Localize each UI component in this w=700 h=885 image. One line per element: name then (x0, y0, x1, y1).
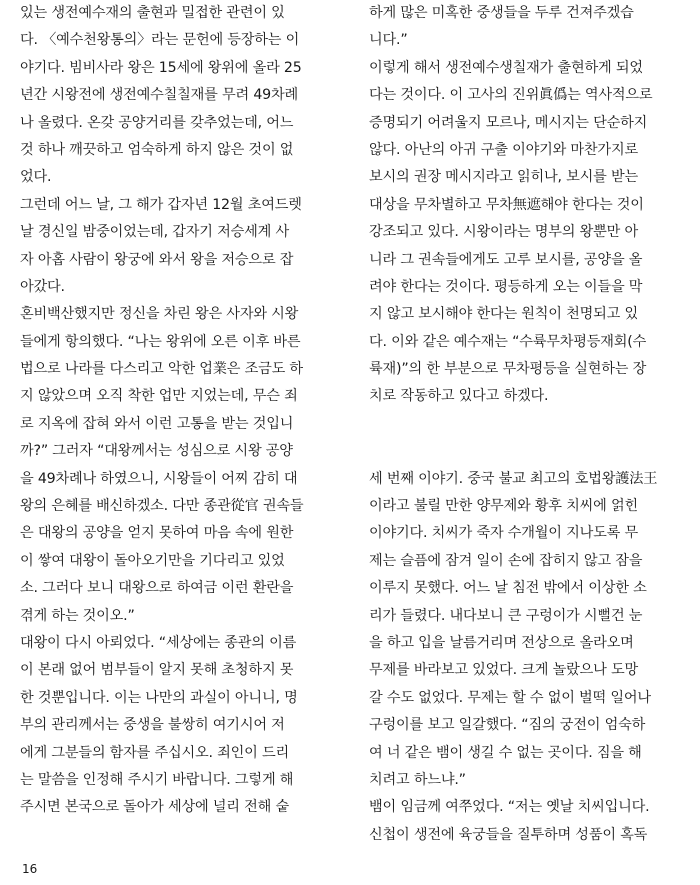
text-line: 치려고 하느냐.” (369, 771, 466, 788)
text-line: 이야기다. 치씨가 죽자 수개월이 지나도록 무 (369, 525, 638, 542)
text-line: 소. 그러다 보니 대왕으로 하여금 이런 환란을 (20, 580, 294, 597)
page-number: 16 (22, 862, 38, 876)
left-text-column (20, 0, 318, 822)
text-line: 이 쌓여 대왕이 돌아오기만을 기다리고 있었 (20, 552, 285, 569)
text-line: 이라고 불릴 만한 양무제와 황후 치씨에 얽힌 (369, 498, 638, 515)
text-line: 제는 슬픔에 잠겨 일이 손에 잡히지 않고 잠을 (369, 552, 643, 569)
text-line: 그런데 어느 날, 그 해가 갑자년 12월 초여드렛 (20, 196, 302, 213)
text-line: 로 지옥에 잡혀 와서 이런 고통을 받는 것입니 (20, 415, 294, 432)
text-line: 이렇게 해서 생전예수생칠재가 출현하게 되었 (369, 59, 643, 76)
text-line: 을 49차례나 하였으니, 시왕들이 어찌 감히 대 (20, 470, 298, 487)
text-line: 뱀이 임금께 여쭈었다. “저는 옛날 치씨입니다. (369, 799, 650, 816)
text-line: 것 하나 깨끗하고 엄숙하게 하지 않은 것이 없 (20, 141, 294, 158)
text-line: 야기다. 빔비사라 왕은 15세에 왕위에 올라 25 (20, 59, 302, 76)
text-line: 왕의 은혜를 배신하겠소. 다만 종관從官 권속들 (20, 498, 304, 515)
text-line: 나 올렸다. 온갖 공양거리를 갖추었는데, 어느 (20, 114, 294, 131)
text-line: 에게 그분들의 함자를 주십시오. 죄인이 드리 (20, 744, 289, 761)
text-line: 니라 그 권속들에게도 고루 보시를, 공양을 올 (369, 251, 643, 268)
text-line: 대왕이 다시 아뢰었다. “세상에는 종관의 이름 (20, 634, 297, 651)
text-line: 한 것뿐입니다. 이는 나만의 과실이 아니니, 명 (20, 689, 298, 706)
text-line: 법으로 나라를 다스리고 악한 업業은 조금도 하 (20, 361, 303, 378)
text-line: 다는 것이다. 이 고사의 진위眞僞는 역사적으로 (369, 87, 653, 104)
text-line: 날 경신일 밤중이었는데, 갑자기 저승세계 사 (20, 224, 289, 241)
text-line: 려야 한다는 것이다. 평등하게 오는 이들을 막 (369, 278, 643, 295)
text-line: 않다. 아난의 아귀 구출 이야기와 마찬가지로 (369, 141, 638, 158)
text-line: 대상을 무차별하고 무차無遮해야 한다는 것이 (369, 196, 644, 213)
text-line: 다. 〈예수천왕통의〉라는 문헌에 등장하는 이 (20, 32, 300, 49)
text-line: 자 아홉 사람이 왕궁에 와서 왕을 저승으로 잡 (20, 251, 294, 268)
text-line: 갈 수도 없었다. 무제는 할 수 없이 벌떡 일어나 (369, 689, 651, 706)
text-line: 증명되기 어려울지 모르나, 메시지는 단순하지 (369, 114, 648, 131)
text-line: 이루지 못했다. 어느 날 침전 밖에서 이상한 소 (369, 580, 647, 597)
text-line (369, 438, 667, 465)
text-line: 들에게 항의했다. “나는 왕위에 오른 이후 바른 (20, 333, 301, 350)
text-line: 다. 이와 같은 예수재는 “수륙무차평등재회(수 (369, 333, 647, 350)
text-line: 강조되고 있다. 시왕이라는 명부의 왕뿐만 아 (369, 224, 638, 241)
text-line: 은 대왕의 공양을 얻지 못하여 마음 속에 원한 (20, 525, 294, 542)
text-line: 지 않고 보시해야 한다는 원칙이 천명되고 있 (369, 306, 638, 323)
text-line: 을 하고 입을 날름거리며 전상으로 올라오며 (369, 634, 634, 651)
text-line: 혼비백산했지만 정신을 차린 왕은 사자와 시왕 (20, 306, 299, 323)
text-line: 부의 관리께서는 중생을 불쌍히 여기시어 저 (20, 717, 285, 734)
text-line: 겪게 하는 것이오.” (20, 607, 135, 624)
text-line: 구렁이를 보고 일갈했다. “짐의 궁전이 엄숙하 (369, 717, 646, 734)
text-line: 이 본래 없어 범부들이 알지 못해 초청하지 못 (20, 662, 294, 679)
text-line: 치로 작동하고 있다고 하겠다. (369, 388, 549, 405)
text-line: 지 않았으며 오직 착한 업만 지었는데, 무슨 죄 (20, 388, 298, 405)
right-text-column (369, 0, 667, 849)
text-line: 보시의 권장 메시지라고 읽히나, 보시를 받는 (369, 169, 638, 186)
text-line: 주시면 본국으로 돌아가 세상에 널리 전해 숱 (20, 799, 289, 816)
text-line: 었다. (20, 169, 52, 186)
text-line: 리가 들렸다. 내다보니 큰 구렁이가 시뻘건 눈 (369, 607, 643, 624)
text-line: 륙재)”의 한 부분으로 무차평등을 실현하는 장 (369, 361, 647, 378)
text-line: 세 번째 이야기. 중국 불교 최고의 호법왕護法王 (369, 470, 658, 487)
text-line: 는 말씀을 인정해 주시기 바랍니다. 그렇게 해 (20, 771, 294, 788)
text-line: 무제를 바라보고 있었다. 크게 놀랐으나 도망 (369, 662, 638, 679)
text-line: 하게 많은 미혹한 중생들을 두루 건져주겠습 (369, 5, 634, 21)
text-line: 있는 생전예수재의 출현과 밀접한 관련이 있 (20, 5, 285, 21)
text-line: 아갔다. (20, 278, 65, 295)
text-line: 년간 시왕전에 생전예수칠칠재를 무려 49차례 (20, 87, 298, 104)
text-line: 신첩이 생전에 육궁들을 질투하며 성품이 혹독 (369, 826, 648, 843)
text-line (369, 411, 667, 438)
text-line: 니다.” (369, 32, 408, 49)
text-line: 까?” 그러자 “대왕께서는 성심으로 시왕 공양 (20, 443, 293, 460)
text-line: 여 너 같은 뱀이 생길 수 없는 곳이다. 짐을 해 (369, 744, 642, 761)
